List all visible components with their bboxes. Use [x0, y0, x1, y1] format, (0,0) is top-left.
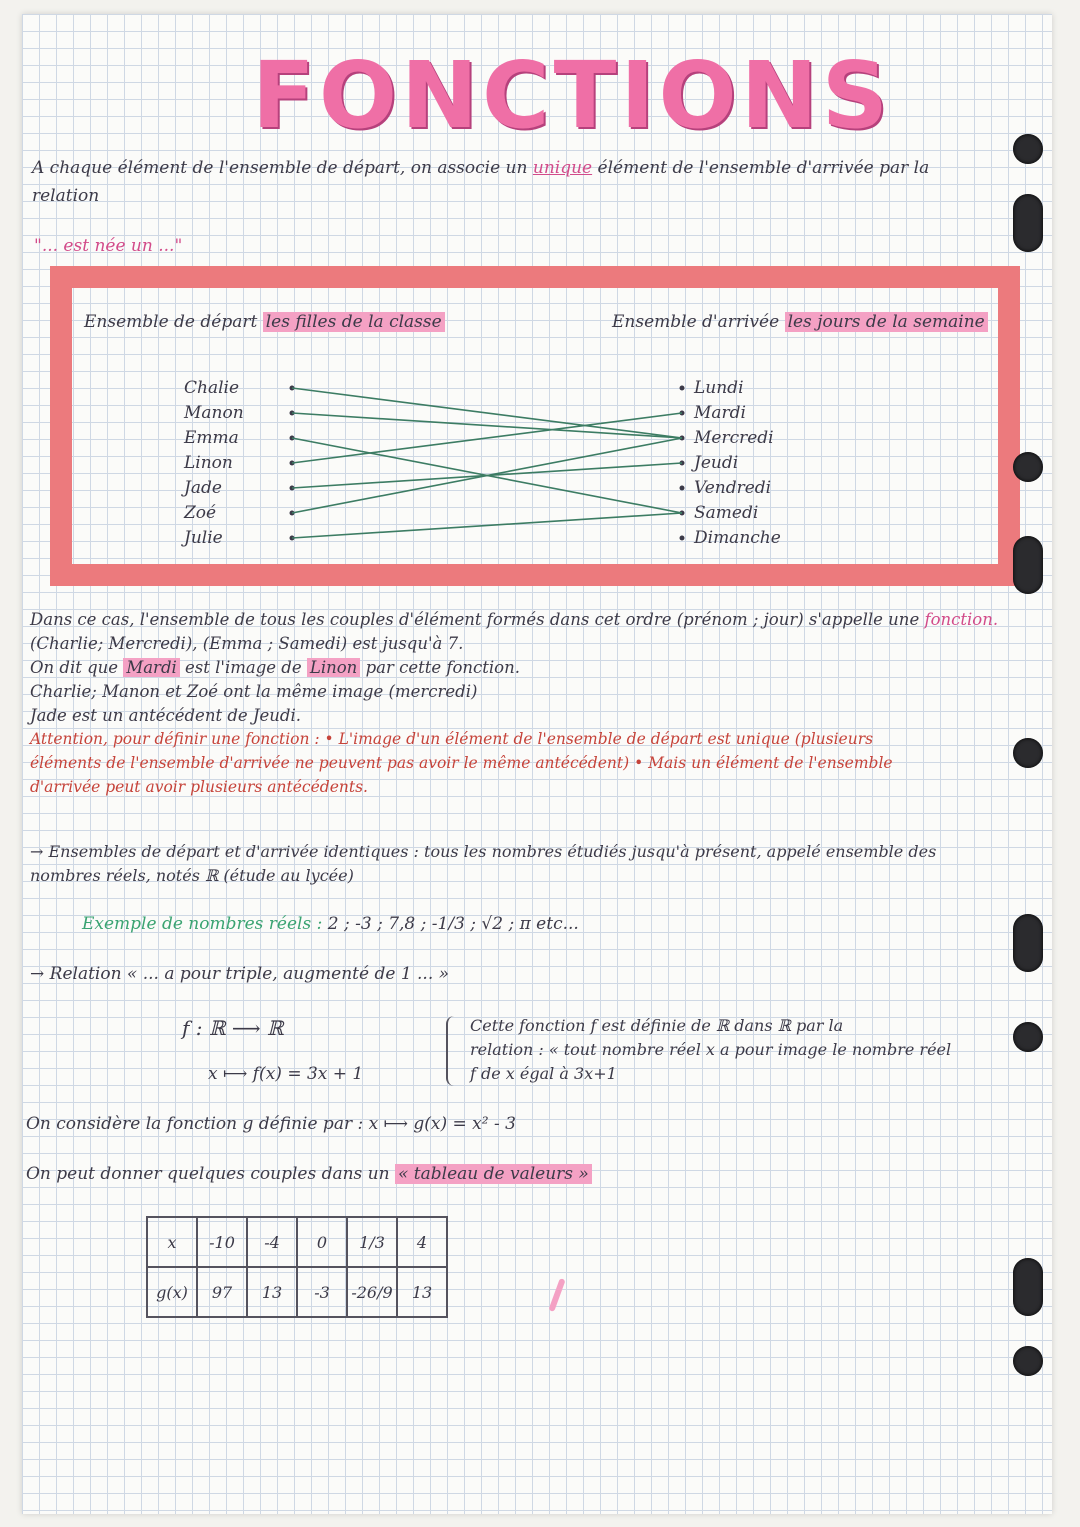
- table-cell: g(x): [147, 1267, 197, 1317]
- table-cell: -10: [197, 1217, 247, 1267]
- f-description-2: relation : « tout nombre réel x a pour image le nombre réel: [470, 1040, 952, 1059]
- day-label: Vendredi: [694, 478, 772, 498]
- intro-quote: "... est née un ...": [34, 236, 183, 256]
- binder-hole: [1013, 194, 1043, 252]
- f-description-3: f de x égal à 3x+1: [470, 1064, 617, 1083]
- attention-line-3: d'arrivée peut avoir plusieurs antécédents.: [30, 778, 368, 796]
- notebook-sheet: [22, 14, 1052, 1514]
- table-intro-highlight: « tableau de valeurs »: [395, 1164, 592, 1184]
- example-label: Exemple de nombres réels :: [82, 914, 323, 934]
- girl-label: Linon: [184, 453, 233, 473]
- binder-hole: [1013, 914, 1043, 972]
- explanation-line-4: Charlie; Manon et Zoé ont la même image (mercredi): [30, 682, 478, 701]
- girl-label: Emma: [184, 428, 239, 448]
- intro-line-2: relation: [32, 186, 100, 206]
- day-label: Samedi: [694, 503, 759, 523]
- table-cell: 0: [297, 1217, 347, 1267]
- reals-line-2: nombres réels, notés ℝ (étude au lycée): [30, 866, 354, 885]
- l3-a: On dit que: [30, 658, 119, 677]
- table-cell: -3: [297, 1267, 347, 1317]
- f-definition-2: x ⟼ f(x) = 3x + 1: [208, 1064, 364, 1084]
- table-row-gx: [147, 1267, 447, 1317]
- table-cell: -26/9: [347, 1267, 397, 1317]
- page-title: FONCTIONS: [252, 42, 893, 149]
- table-cell: 13: [397, 1267, 447, 1317]
- reals-example: [82, 914, 579, 934]
- binder-hole: [1013, 1258, 1043, 1316]
- mapping-arrow: [292, 413, 682, 463]
- day-label: Dimanche: [694, 528, 781, 548]
- binder-hole: [1013, 738, 1043, 768]
- relation-heading: → Relation « ... a pour triple, augmenté de 1 ... »: [30, 964, 450, 984]
- day-dot: [680, 486, 685, 491]
- binder-hole: [1013, 134, 1043, 164]
- intro-line-1: [32, 158, 929, 178]
- brace: [446, 1016, 458, 1086]
- table-cell: 1/3: [347, 1217, 397, 1267]
- pink-pen-mark: [548, 1278, 565, 1312]
- table-cell: x: [147, 1217, 197, 1267]
- intro-text-c: élément de l'ensemble d'arrivée par la: [597, 158, 930, 178]
- table-cell: 4: [397, 1217, 447, 1267]
- intro-unique: unique: [532, 158, 593, 178]
- f-description-1: Cette fonction f est définie de ℝ dans ℝ par la: [470, 1016, 844, 1035]
- l3-c: est l'image de: [185, 658, 302, 677]
- start-label: Ensemble de départ: [84, 312, 258, 332]
- reals-line-1: → Ensembles de départ et d'arrivée identiques : tous les nombres étudiés jusqu'à présent, appelé ensemble des: [30, 842, 937, 861]
- g-definition: On considère la fonction g définie par : x ⟼ g(x) = x² - 3: [26, 1114, 516, 1134]
- girl-label: Chalie: [184, 378, 240, 398]
- fonction-word: fonction.: [924, 610, 999, 629]
- values-table: [146, 1216, 448, 1318]
- binder-hole: [1013, 1346, 1043, 1376]
- end-set-highlight: les jours de la semaine: [785, 312, 988, 332]
- attention-line-2: éléments de l'ensemble d'arrivée ne peuvent pas avoir le même antécédent) • Mais un élément de l'ensemble: [30, 754, 893, 772]
- table-intro-text: On peut donner quelques couples dans un: [26, 1164, 390, 1184]
- l3-linon: Linon: [307, 658, 360, 677]
- l3-mardi: Mardi: [123, 658, 179, 677]
- explanation-line-5: Jade est un antécédent de Jeudi.: [30, 706, 301, 725]
- intro-text-a: A chaque élément de l'ensemble de départ, on associe un: [32, 158, 528, 178]
- example-values: 2 ; -3 ; 7,8 ; -1/3 ; √2 ; π etc...: [327, 914, 579, 934]
- table-cell: 13: [247, 1267, 297, 1317]
- binder-hole: [1013, 452, 1043, 482]
- mapping-arrow: [292, 513, 682, 538]
- start-set-highlight: les filles de la classe: [263, 312, 445, 332]
- mapping-arrow: [292, 388, 682, 438]
- day-dot: [680, 536, 685, 541]
- girl-label: Julie: [184, 528, 223, 548]
- girl-label: Jade: [184, 478, 222, 498]
- day-dot: [680, 386, 685, 391]
- mapping-arrow: [292, 413, 682, 438]
- girl-label: Manon: [184, 403, 244, 423]
- table-cell: 97: [197, 1267, 247, 1317]
- day-label: Mardi: [694, 403, 746, 423]
- explanation-line-3: [30, 658, 520, 677]
- l3-e: par cette fonction.: [365, 658, 520, 677]
- girl-label: Zoé: [184, 503, 217, 523]
- explanation-text: Dans ce cas, l'ensemble de tous les couples d'élément formés dans cet ordre (prénom ; jour) s'appelle une: [30, 610, 920, 629]
- day-label: Mercredi: [694, 428, 774, 448]
- mapping-svg: [72, 288, 998, 564]
- end-label: Ensemble d'arrivée: [612, 312, 780, 332]
- binder-hole: [1013, 1022, 1043, 1052]
- attention-line-1: Attention, pour définir une fonction : • L'image d'un élément de l'ensemble de départ est unique (plusieurs: [30, 730, 874, 748]
- table-cell: -4: [247, 1217, 297, 1267]
- f-definition-1: f : ℝ ⟶ ℝ: [182, 1016, 284, 1040]
- mapping-diagram-frame: [50, 266, 1020, 586]
- day-label: Lundi: [694, 378, 744, 398]
- table-row-x: [147, 1217, 447, 1267]
- explanation-line-1: [30, 610, 998, 629]
- explanation-line-2: (Charlie; Mercredi), (Emma ; Samedi) est jusqu'à 7.: [30, 634, 464, 653]
- table-intro: [26, 1164, 592, 1184]
- binder-hole: [1013, 536, 1043, 594]
- day-label: Jeudi: [694, 453, 739, 473]
